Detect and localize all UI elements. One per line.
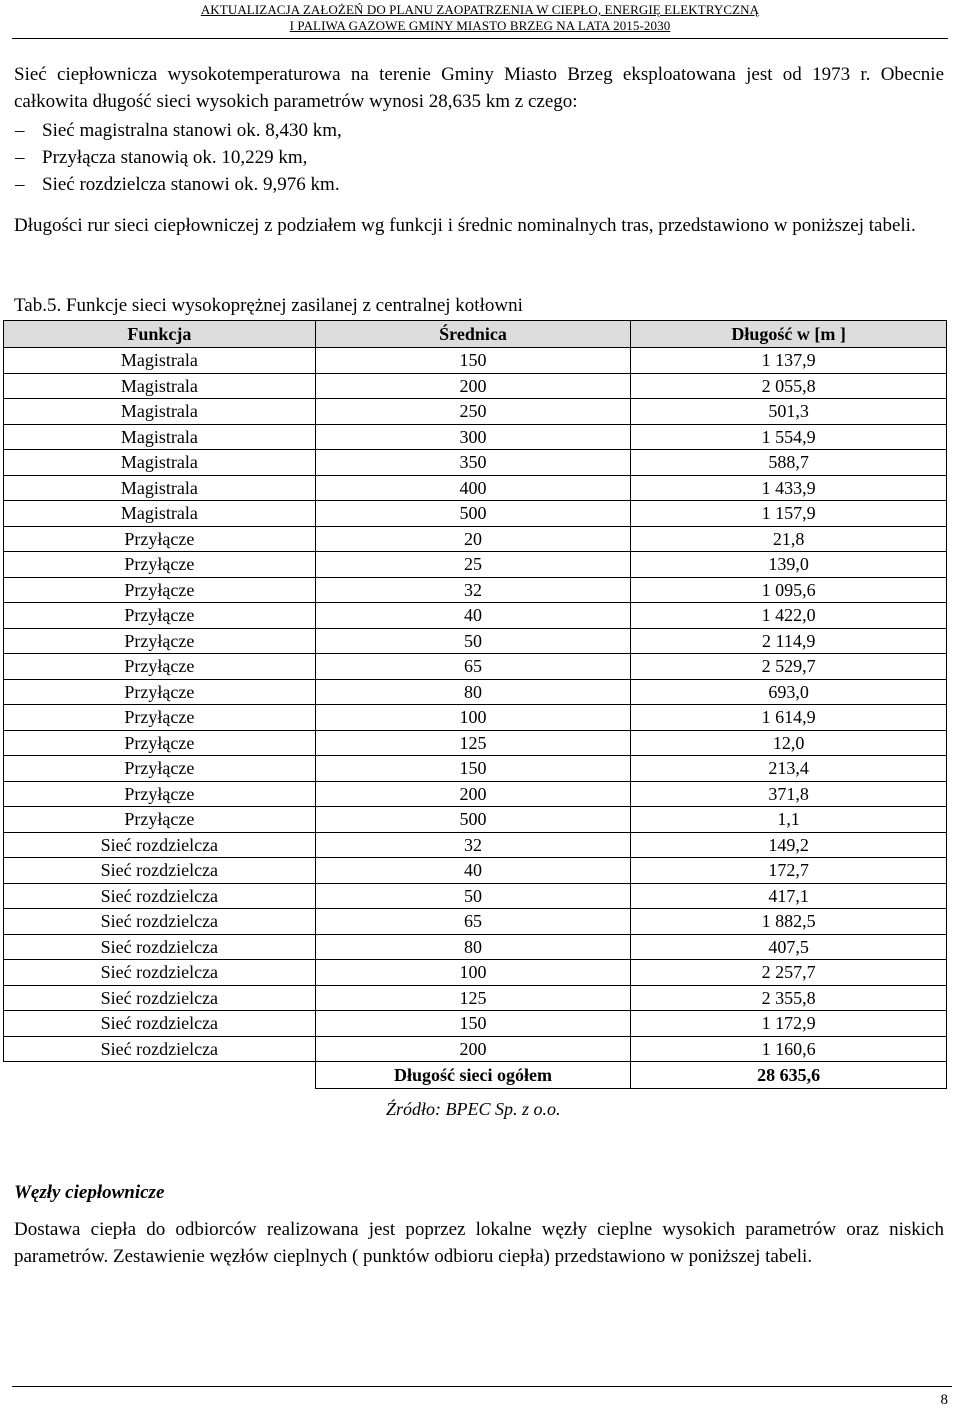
cell-length: 371,8 [631, 781, 947, 807]
cell-length: 1 433,9 [631, 475, 947, 501]
cell-diameter: 150 [315, 1011, 631, 1037]
list-item-text: Przyłącza stanowią ok. 10,229 km, [42, 147, 308, 168]
table-body [4, 348, 947, 1089]
cell-function: Sieć rozdzielcza [4, 858, 316, 884]
table-caption: Tab.5. Funkcje sieci wysokoprężnej zasilanej z centralnej kotłowni [14, 295, 523, 316]
intro-paragraph: Sieć ciepłownicza wysokotemperaturowa na terenie Gminy Miasto Brzeg eksploatowana jest od 1973 r. Obecnie całkowita długość sieci wysokich parametrów wynosi 28,635 km z czego: [14, 64, 944, 112]
cell-function: Sieć rozdzielcza [4, 985, 316, 1011]
cell-diameter: 80 [315, 679, 631, 705]
cell-length: 1 422,0 [631, 603, 947, 629]
cell-diameter: 40 [315, 603, 631, 629]
cell-function: Magistrala [4, 348, 316, 374]
cell-diameter: 125 [315, 730, 631, 756]
table-row [4, 628, 947, 654]
cell-length: 1 157,9 [631, 501, 947, 527]
cell-length: 1,1 [631, 807, 947, 833]
cell-length: 2 114,9 [631, 628, 947, 654]
cell-diameter: 500 [315, 501, 631, 527]
dash-bullet-icon: – [15, 120, 25, 141]
cell-length: 693,0 [631, 679, 947, 705]
cell-diameter: 400 [315, 475, 631, 501]
header-line-1: AKTUALIZACJA ZAŁOŻEŃ DO PLANU ZAOPATRZENIA W CIEPŁO, ENERGIĘ ELEKTRYCZNĄ [200, 2, 760, 17]
table-row [4, 960, 947, 986]
cell-diameter: 300 [315, 424, 631, 450]
cell-diameter: 32 [315, 832, 631, 858]
total-label: Długość sieci ogółem [315, 1062, 631, 1089]
cell-function: Magistrala [4, 501, 316, 527]
list-item [14, 117, 342, 144]
cell-function: Przyłącze [4, 679, 316, 705]
table-row [4, 705, 947, 731]
section-paragraph: Dostawa ciepła do odbiorców realizowana jest poprzez lokalne węzły cieplne wysokich parametrów oraz niskich parametrów. Zestawienie węzłów cieplnych ( punktów odbioru ciepła) przedstawiono w poniższej tabeli. [14, 1219, 944, 1267]
table-row [4, 858, 947, 884]
table-intro-paragraph: Długości rur sieci ciepłowniczej z podziałem wg funkcji i średnic nominalnych tras, przedstawiono w poniższej tabeli. [14, 215, 916, 236]
cell-diameter: 125 [315, 985, 631, 1011]
cell-function: Przyłącze [4, 654, 316, 680]
cell-length: 1 137,9 [631, 348, 947, 374]
cell-diameter: 150 [315, 348, 631, 374]
table-row [4, 348, 947, 374]
table-row [4, 654, 947, 680]
cell-function: Przyłącze [4, 628, 316, 654]
cell-length: 407,5 [631, 934, 947, 960]
column-header-function: Funkcja [4, 321, 316, 348]
cell-diameter: 100 [315, 960, 631, 986]
cell-diameter: 65 [315, 654, 631, 680]
cell-function: Przyłącze [4, 603, 316, 629]
column-header-length: Długość w [m ] [631, 321, 947, 348]
cell-length: 213,4 [631, 756, 947, 782]
cell-function: Sieć rozdzielcza [4, 1011, 316, 1037]
cell-diameter: 200 [315, 1036, 631, 1062]
cell-length: 1 160,6 [631, 1036, 947, 1062]
table-row [4, 424, 947, 450]
table-row [4, 603, 947, 629]
table-row [4, 909, 947, 935]
table-row [4, 475, 947, 501]
cell-function: Przyłącze [4, 730, 316, 756]
cell-length: 501,3 [631, 399, 947, 425]
header-divider [12, 38, 948, 39]
table-row [4, 1036, 947, 1062]
list-item-text: Sieć rozdzielcza stanowi ok. 9,976 km. [42, 174, 340, 195]
list-item [14, 171, 342, 198]
cell-diameter: 200 [315, 781, 631, 807]
table-row [4, 756, 947, 782]
cell-function: Sieć rozdzielcza [4, 832, 316, 858]
cell-length: 12,0 [631, 730, 947, 756]
cell-function: Magistrala [4, 373, 316, 399]
cell-diameter: 25 [315, 552, 631, 578]
length-breakdown-list [14, 117, 342, 198]
cell-length: 139,0 [631, 552, 947, 578]
cell-function: Przyłącze [4, 756, 316, 782]
cell-function: Przyłącze [4, 807, 316, 833]
table-row [4, 373, 947, 399]
cell-length: 417,1 [631, 883, 947, 909]
cell-length: 1 554,9 [631, 424, 947, 450]
cell-diameter: 150 [315, 756, 631, 782]
cell-function: Przyłącze [4, 526, 316, 552]
network-functions-table [3, 320, 947, 1089]
table-row [4, 399, 947, 425]
table-row [4, 730, 947, 756]
table-source-note: Źródło: BPEC Sp. z o.o. [386, 1099, 561, 1119]
cell-function: Magistrala [4, 399, 316, 425]
footer-divider [12, 1386, 952, 1387]
cell-function: Magistrala [4, 450, 316, 476]
cell-function: Przyłącze [4, 577, 316, 603]
cell-function: Sieć rozdzielcza [4, 909, 316, 935]
list-item [14, 144, 342, 171]
cell-length: 1 095,6 [631, 577, 947, 603]
table-row [4, 450, 947, 476]
cell-diameter: 32 [315, 577, 631, 603]
cell-diameter: 50 [315, 883, 631, 909]
cell-length: 2 257,7 [631, 960, 947, 986]
cell-length: 588,7 [631, 450, 947, 476]
cell-function: Sieć rozdzielcza [4, 934, 316, 960]
dash-bullet-icon: – [15, 174, 25, 195]
cell-function: Sieć rozdzielcza [4, 960, 316, 986]
cell-function: Sieć rozdzielcza [4, 1036, 316, 1062]
cell-function: Magistrala [4, 424, 316, 450]
table-total-row [4, 1062, 947, 1089]
column-header-diameter: Średnica [315, 321, 631, 348]
cell-function: Przyłącze [4, 781, 316, 807]
cell-length: 2 529,7 [631, 654, 947, 680]
table-row [4, 526, 947, 552]
table-row [4, 1011, 947, 1037]
cell-length: 172,7 [631, 858, 947, 884]
cell-diameter: 350 [315, 450, 631, 476]
table-row [4, 552, 947, 578]
cell-diameter: 200 [315, 373, 631, 399]
cell-diameter: 250 [315, 399, 631, 425]
cell-length: 21,8 [631, 526, 947, 552]
cell-length: 1 614,9 [631, 705, 947, 731]
header-line-2: I PALIWA GAZOWE GMINY MIASTO BRZEG NA LATA 2015-2030 [289, 18, 671, 33]
table-row [4, 781, 947, 807]
table-row [4, 934, 947, 960]
page-header [0, 2, 960, 34]
cell-function: Sieć rozdzielcza [4, 883, 316, 909]
table-row [4, 577, 947, 603]
cell-function: Magistrala [4, 475, 316, 501]
cell-diameter: 100 [315, 705, 631, 731]
cell-diameter: 80 [315, 934, 631, 960]
table-row [4, 679, 947, 705]
cell-length: 1 882,5 [631, 909, 947, 935]
cell-empty [4, 1062, 316, 1089]
cell-diameter: 20 [315, 526, 631, 552]
table-row [4, 807, 947, 833]
table-header-row [4, 321, 947, 348]
cell-length: 2 355,8 [631, 985, 947, 1011]
table-row [4, 883, 947, 909]
cell-function: Przyłącze [4, 705, 316, 731]
total-value: 28 635,6 [631, 1062, 947, 1089]
cell-length: 2 055,8 [631, 373, 947, 399]
list-item-text: Sieć magistralna stanowi ok. 8,430 km, [42, 120, 342, 141]
table-row [4, 985, 947, 1011]
dash-bullet-icon: – [15, 147, 25, 168]
table-row [4, 501, 947, 527]
cell-diameter: 500 [315, 807, 631, 833]
cell-diameter: 40 [315, 858, 631, 884]
cell-diameter: 65 [315, 909, 631, 935]
cell-length: 149,2 [631, 832, 947, 858]
table-row [4, 832, 947, 858]
cell-diameter: 50 [315, 628, 631, 654]
section-title: Węzły ciepłownicze [14, 1182, 165, 1203]
cell-function: Przyłącze [4, 552, 316, 578]
cell-length: 1 172,9 [631, 1011, 947, 1037]
page-number: 8 [940, 1392, 948, 1408]
